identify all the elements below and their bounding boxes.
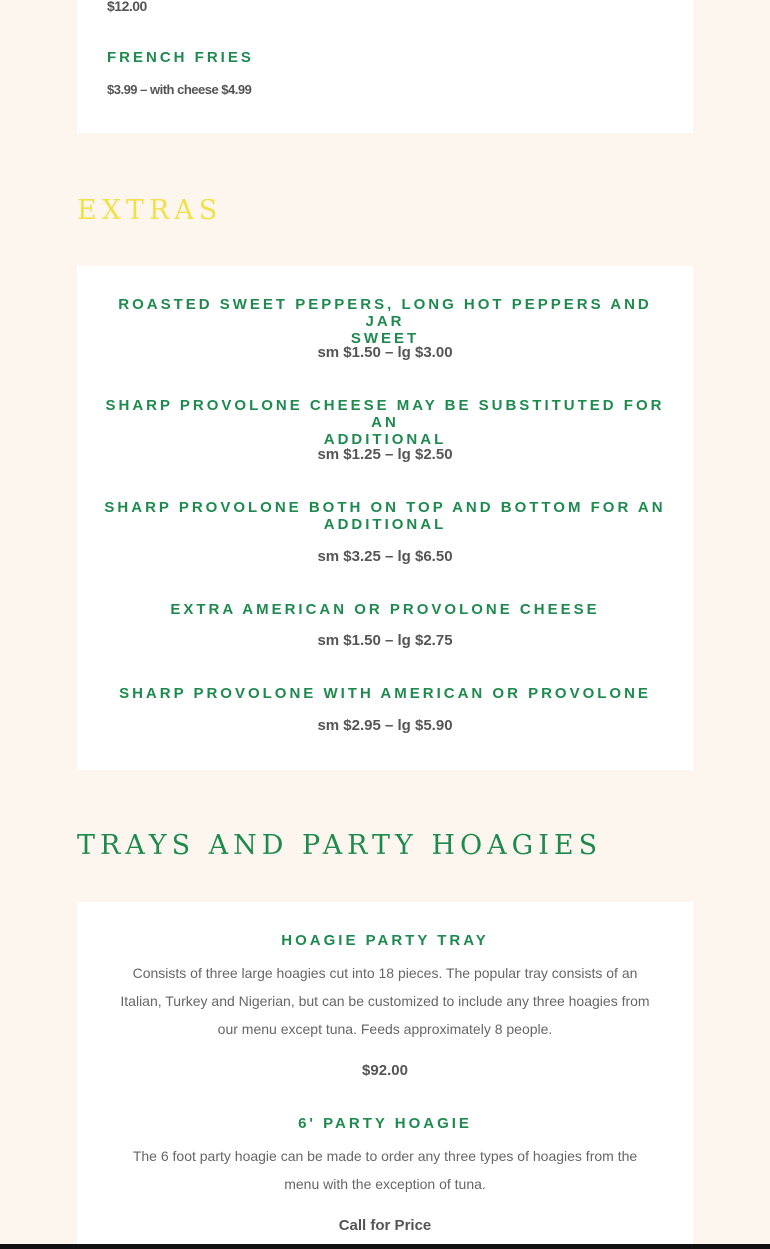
tray-item-description: Consists of three large hoagies cut into 18 pieces. The popular tray consists of an Italian, Turkey and Nigerian, but can be customized to include any three hoagies from our menu except tuna. Feeds approximately 8 people. bbox=[120, 965, 650, 1037]
tray-item-price: Call for Price bbox=[338, 1217, 432, 1234]
tray-item-title: HOAGIE PARTY TRAY bbox=[281, 932, 489, 949]
item-price: $12.00 bbox=[107, 0, 147, 14]
tray-item-price: $92.00 bbox=[362, 1062, 408, 1079]
extras-item-title: EXTRA AMERICAN OR PROVOLONE CHEESE bbox=[170, 601, 600, 618]
menu-card-extras bbox=[77, 266, 693, 770]
section-heading-trays: TRAYS AND PARTY HOAGIES bbox=[77, 830, 603, 861]
bottom-edge-bar bbox=[0, 1244, 770, 1249]
extras-item-price: sm $1.50 – lg $2.75 bbox=[317, 632, 453, 649]
menu-card-trays bbox=[77, 902, 693, 1249]
extras-item-title: ROASTED SWEET PEPPERS, LONG HOT PEPPERS AND JAR SWEET bbox=[118, 296, 652, 347]
extras-item-title: SHARP PROVOLONE CHEESE MAY BE SUBSTITUTED FOR AN ADDITIONAL bbox=[105, 397, 665, 448]
extras-item-price: sm $2.95 – lg $5.90 bbox=[317, 717, 453, 734]
extras-item-title: SHARP PROVOLONE WITH AMERICAN OR PROVOLONE bbox=[119, 685, 651, 702]
extras-item-price: sm $1.25 – lg $2.50 bbox=[317, 446, 453, 463]
extras-item-price: sm $1.50 – lg $3.00 bbox=[317, 344, 453, 361]
section-heading-extras: EXTRAS bbox=[77, 195, 223, 226]
item-title: FRENCH FRIES bbox=[107, 49, 254, 66]
extras-item-price: sm $3.25 – lg $6.50 bbox=[317, 548, 453, 565]
tray-item-description: The 6 foot party hoagie can be made to order any three types of hoagies from the menu with the exception of tuna. bbox=[132, 1148, 638, 1192]
extras-item-title: SHARP PROVOLONE BOTH ON TOP AND BOTTOM FOR AN ADDITIONAL bbox=[104, 499, 666, 533]
menu-card-sides bbox=[77, 0, 693, 133]
item-price: $3.99 – with cheese $4.99 bbox=[107, 82, 252, 97]
tray-item-title: 6' PARTY HOAGIE bbox=[298, 1115, 472, 1132]
